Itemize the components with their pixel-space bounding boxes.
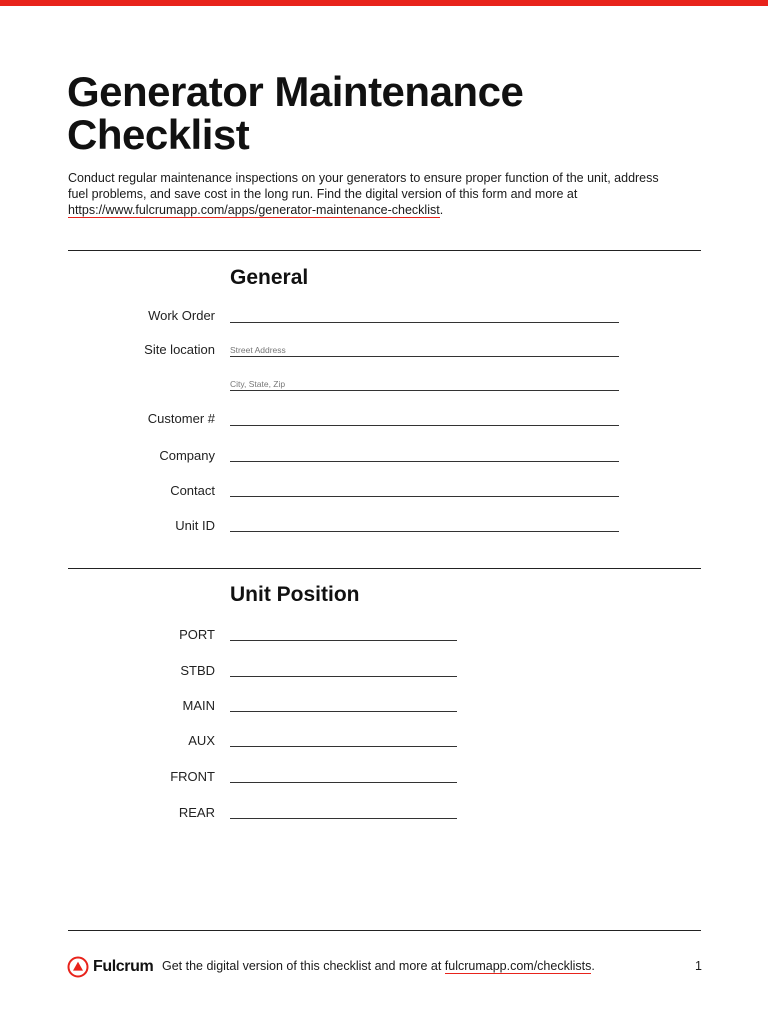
section-title-general: General xyxy=(230,266,309,289)
footer-period: . xyxy=(591,959,595,973)
contact-field[interactable] xyxy=(230,496,619,497)
aux-field[interactable] xyxy=(230,746,457,747)
city-state-zip-field[interactable] xyxy=(230,390,619,391)
triangle-up-circle-icon xyxy=(67,956,89,978)
unit-id-field[interactable] xyxy=(230,531,619,532)
footer-message: Get the digital version of this checklist and more at xyxy=(162,959,445,973)
unit-id-label: Unit ID xyxy=(175,518,215,533)
rear-field[interactable] xyxy=(230,818,457,819)
port-label: PORT xyxy=(179,627,215,642)
front-label: FRONT xyxy=(170,769,215,784)
site-location-label: Site location xyxy=(144,342,215,357)
rear-label: REAR xyxy=(178,805,215,820)
section-title-unit-position: Unit Position xyxy=(230,583,360,606)
section-divider-unit-position xyxy=(68,568,701,569)
main-field[interactable] xyxy=(230,711,457,712)
section-divider-general xyxy=(68,250,701,251)
work-order-field[interactable] xyxy=(230,322,619,323)
customer-number-field[interactable] xyxy=(230,425,619,426)
street-address-hint: Street Address xyxy=(230,345,286,355)
street-address-field[interactable] xyxy=(230,356,619,357)
customer-number-label: Customer # xyxy=(147,411,215,426)
page-number: 1 xyxy=(695,959,702,973)
company-field[interactable] xyxy=(230,461,619,462)
front-field[interactable] xyxy=(230,782,457,783)
city-state-zip-hint: City, State, Zip xyxy=(230,379,286,389)
port-field[interactable] xyxy=(230,640,457,641)
work-order-label: Work Order xyxy=(148,308,215,323)
company-label: Company xyxy=(159,448,215,463)
footer-link[interactable]: fulcrumapp.com/checklists xyxy=(444,959,592,973)
fulcrum-logo[interactable] xyxy=(67,955,153,979)
intro-text: Conduct regular maintenance inspections on your generators to ensure proper function of the unit, address fuel problems, and save cost in the long run. Find the digital version of this form and more at xyxy=(68,171,659,201)
contact-label: Contact xyxy=(170,483,215,498)
page-title: Generator Maintenance Checklist xyxy=(67,68,524,158)
logo-text: Fulcrum xyxy=(93,958,154,975)
intro-period: . xyxy=(439,203,444,217)
footer-divider xyxy=(68,930,701,931)
main-label: MAIN xyxy=(182,698,215,713)
aux-label: AUX xyxy=(188,733,215,748)
intro-link[interactable]: https://www.fulcrumapp.com/apps/generator-maintenance-checklist xyxy=(68,203,440,217)
intro-paragraph xyxy=(68,170,668,218)
top-accent-bar xyxy=(0,0,768,6)
stbd-field[interactable] xyxy=(230,676,457,677)
stbd-label: STBD xyxy=(180,663,215,678)
footer-text xyxy=(162,958,595,974)
